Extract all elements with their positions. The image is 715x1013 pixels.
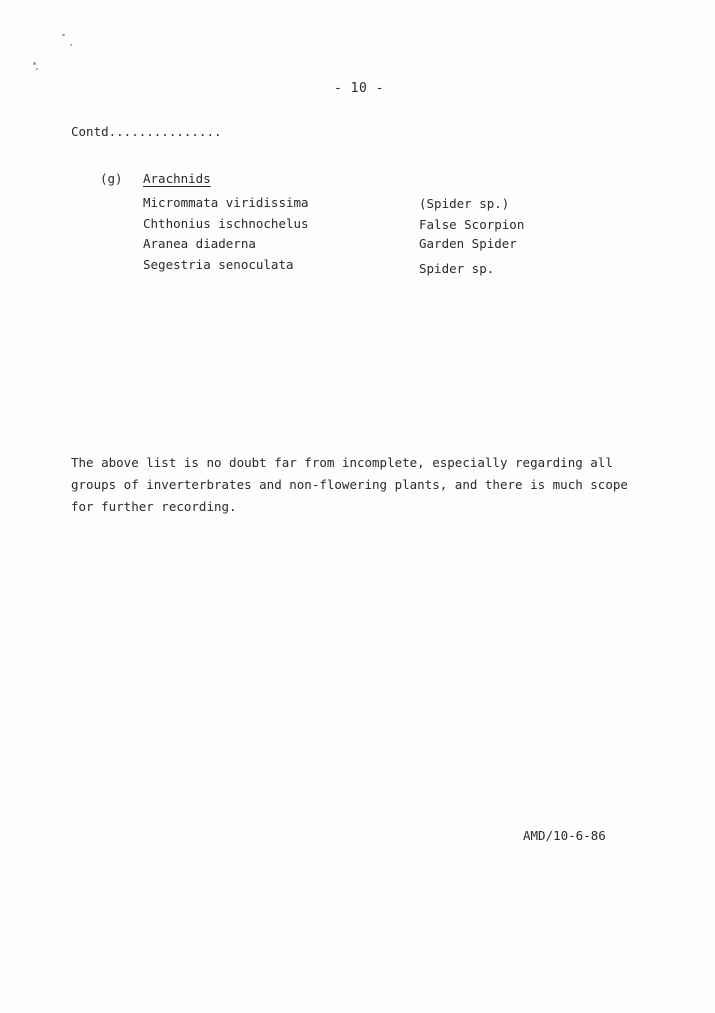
- continuation-marker: Contd...............: [71, 124, 222, 139]
- scan-speck: [70, 44, 72, 46]
- paragraph-line: for further recording.: [71, 499, 237, 514]
- species-name: Micrommata viridissima: [143, 195, 309, 210]
- scan-speck: [62, 34, 65, 36]
- species-name: Segestria senoculata: [143, 257, 294, 272]
- scan-speck: [36, 68, 38, 70]
- species-name: Chthonius ischnochelus: [143, 216, 309, 231]
- paragraph-line: The above list is no doubt far from incomplete, especially regarding all: [71, 455, 613, 470]
- document-reference: AMD/10-6-86: [523, 828, 606, 843]
- page-number: - 10 -: [334, 81, 384, 96]
- closing-paragraph: [71, 452, 631, 518]
- section-title: Arachnids: [143, 171, 211, 186]
- common-name: False Scorpion: [419, 217, 525, 232]
- section-letter: (g): [100, 171, 123, 186]
- scan-speck: [33, 62, 36, 65]
- common-name: Garden Spider: [419, 236, 517, 251]
- common-name: (Spider sp.): [419, 196, 510, 211]
- paragraph-line: groups of inverterbrates and non-flowering plants, and there is much scope: [71, 477, 628, 492]
- species-name: Aranea diaderna: [143, 236, 256, 251]
- common-name: Spider sp.: [419, 261, 495, 276]
